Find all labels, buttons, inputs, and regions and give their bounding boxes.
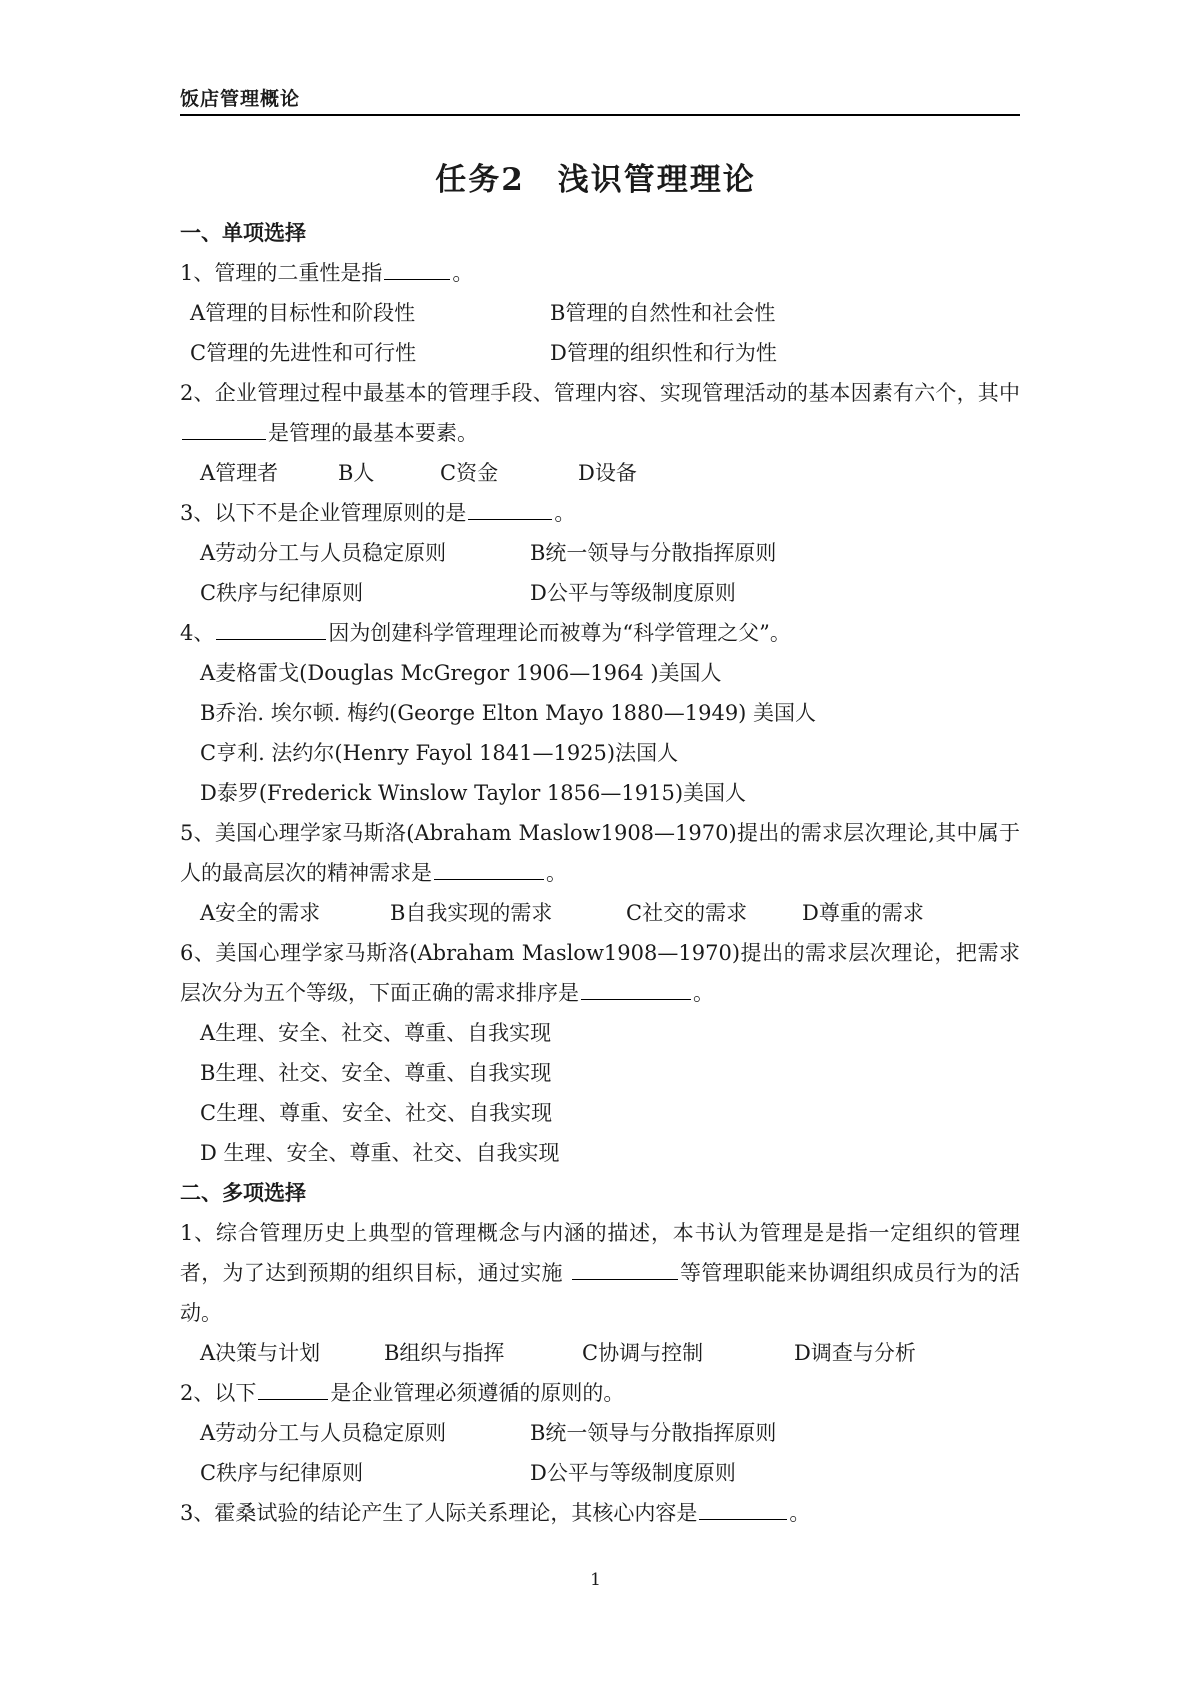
- option-b: B组织与指挥: [384, 1341, 505, 1365]
- option-b: B自我实现的需求: [390, 901, 553, 925]
- multi-question-1: [180, 1213, 1020, 1333]
- option-d: D调查与分析: [794, 1341, 916, 1365]
- option-d: D公平与等级制度原则: [530, 1461, 736, 1485]
- question-stem-end: 。: [546, 861, 567, 885]
- question-stem-end: 是管理的最基本要素。: [268, 421, 478, 445]
- question-stem-end: 是企业管理必须遵循的原则的。: [330, 1381, 625, 1405]
- question-6: [180, 933, 1020, 1013]
- answer-blank: [572, 1257, 678, 1280]
- option-a: A劳动分工与人员稳定原则: [200, 541, 447, 565]
- question-stem: 5、美国心理学家马斯洛(Abraham Maslow1908—1970)提出的需求层次理论,其中属于人的最高层次的精神需求是: [180, 821, 1020, 885]
- answer-blank: [468, 497, 552, 520]
- question-3: [180, 493, 1020, 533]
- question-4: [180, 613, 1020, 653]
- option-a: A管理的目标性和阶段性: [190, 301, 416, 325]
- option-c: C亨利. 法约尔(Henry Fayol 1841—1925)法国人: [200, 741, 679, 765]
- header-rule: [180, 114, 1020, 116]
- answer-blank: [216, 617, 326, 640]
- question-2: [180, 373, 1020, 453]
- answer-blank: [434, 857, 544, 880]
- section-heading-single: 一、单项选择: [180, 220, 306, 245]
- question-stem: 2、企业管理过程中最基本的管理手段、管理内容、实现管理活动的基本因素有六个，其中: [180, 381, 1020, 405]
- question-stem: 2、以下: [180, 1381, 257, 1405]
- option-c: C资金: [440, 461, 499, 485]
- option-a: A安全的需求: [200, 901, 321, 925]
- option-c: C秩序与纪律原则: [200, 1461, 364, 1485]
- option-d: D泰罗(Frederick Winslow Taylor 1856—1915)美国人: [200, 781, 747, 805]
- option-d: D 生理、安全、尊重、社交、自我实现: [200, 1141, 560, 1165]
- option-b: B生理、社交、安全、尊重、自我实现: [200, 1061, 552, 1085]
- option-c: C社交的需求: [626, 901, 748, 925]
- answer-blank: [581, 977, 691, 1000]
- option-b: B人: [338, 461, 375, 485]
- question-5: [180, 813, 1020, 893]
- section-heading-multi: 二、多项选择: [180, 1180, 306, 1205]
- question-stem: 1、管理的二重性是指: [180, 261, 383, 285]
- option-b: B统一领导与分散指挥原则: [530, 1421, 777, 1445]
- answer-blank: [699, 1497, 787, 1520]
- option-row: [180, 1453, 1020, 1493]
- option-d: D设备: [578, 461, 637, 485]
- question-stem: 1、综合管理历史上典型的管理概念与内涵的描述，本书认为管理是是指一定组织的管理者，为了达到预期的组织目标，通过实施: [180, 1221, 1020, 1285]
- option-row: [180, 573, 1020, 613]
- option-row: [180, 453, 1020, 493]
- answer-blank: [258, 1377, 328, 1400]
- answer-blank: [182, 417, 266, 440]
- question-stem: 3、以下不是企业管理原则的是: [180, 501, 467, 525]
- option-c: C管理的先进性和可行性: [190, 341, 417, 365]
- option-c: C秩序与纪律原则: [200, 581, 364, 605]
- question-stem: 3、霍桑试验的结论产生了人际关系理论，其核心内容是: [180, 1501, 698, 1525]
- option-b: B管理的自然性和社会性: [550, 301, 776, 325]
- option-c: C生理、尊重、安全、社交、自我实现: [200, 1101, 553, 1125]
- option-d: D尊重的需求: [802, 901, 924, 925]
- option-row: [180, 893, 1020, 933]
- question-stem-end: 。: [789, 1501, 811, 1525]
- page-title: 任务2 浅识管理理论: [435, 162, 756, 198]
- option-a: A麦格雷戈(Douglas McGregor 1906—1964 )美国人: [200, 661, 722, 685]
- answer-blank: [384, 257, 450, 280]
- question-stem-end: 。: [554, 501, 576, 525]
- multi-question-3: [180, 1493, 1020, 1533]
- option-d: D公平与等级制度原则: [530, 581, 736, 605]
- option-d: D管理的组织性和行为性: [550, 341, 777, 365]
- option-c: C协调与控制: [582, 1341, 704, 1365]
- question-stem-end: 等管理职能来协调组织成员行为的活动。: [180, 1261, 1020, 1325]
- option-row: [180, 293, 1020, 333]
- option-a: A决策与计划: [200, 1341, 321, 1365]
- option-b: B统一领导与分散指挥原则: [530, 541, 777, 565]
- option-a: A管理者: [200, 461, 279, 485]
- running-head: 饭店管理概论: [180, 88, 301, 110]
- content: [180, 213, 1020, 1533]
- question-stem-end: 。: [452, 261, 474, 285]
- option-b: B乔治. 埃尔顿. 梅约(George Elton Mayo 1880—1949) 美国人: [200, 701, 817, 725]
- option-a: A劳动分工与人员稳定原则: [200, 1421, 447, 1445]
- page-number: 1: [590, 1570, 601, 1590]
- option-row: [180, 533, 1020, 573]
- question-stem-end: 因为创建科学管理理论而被尊为“科学管理之父”。: [328, 621, 791, 645]
- question-stem: 6、美国心理学家马斯洛(Abraham Maslow1908—1970)提出的需求层次理论，把需求层次分为五个等级，下面正确的需求排序是: [180, 941, 1020, 1005]
- question-1: [180, 253, 1020, 293]
- question-stem-end: 。: [693, 981, 714, 1005]
- option-row: [180, 1413, 1020, 1453]
- option-row: [180, 1333, 1020, 1373]
- option-a: A生理、安全、社交、尊重、自我实现: [200, 1021, 552, 1045]
- option-row: [180, 333, 1020, 373]
- multi-question-2: [180, 1373, 1020, 1413]
- question-stem: 4、: [180, 621, 215, 645]
